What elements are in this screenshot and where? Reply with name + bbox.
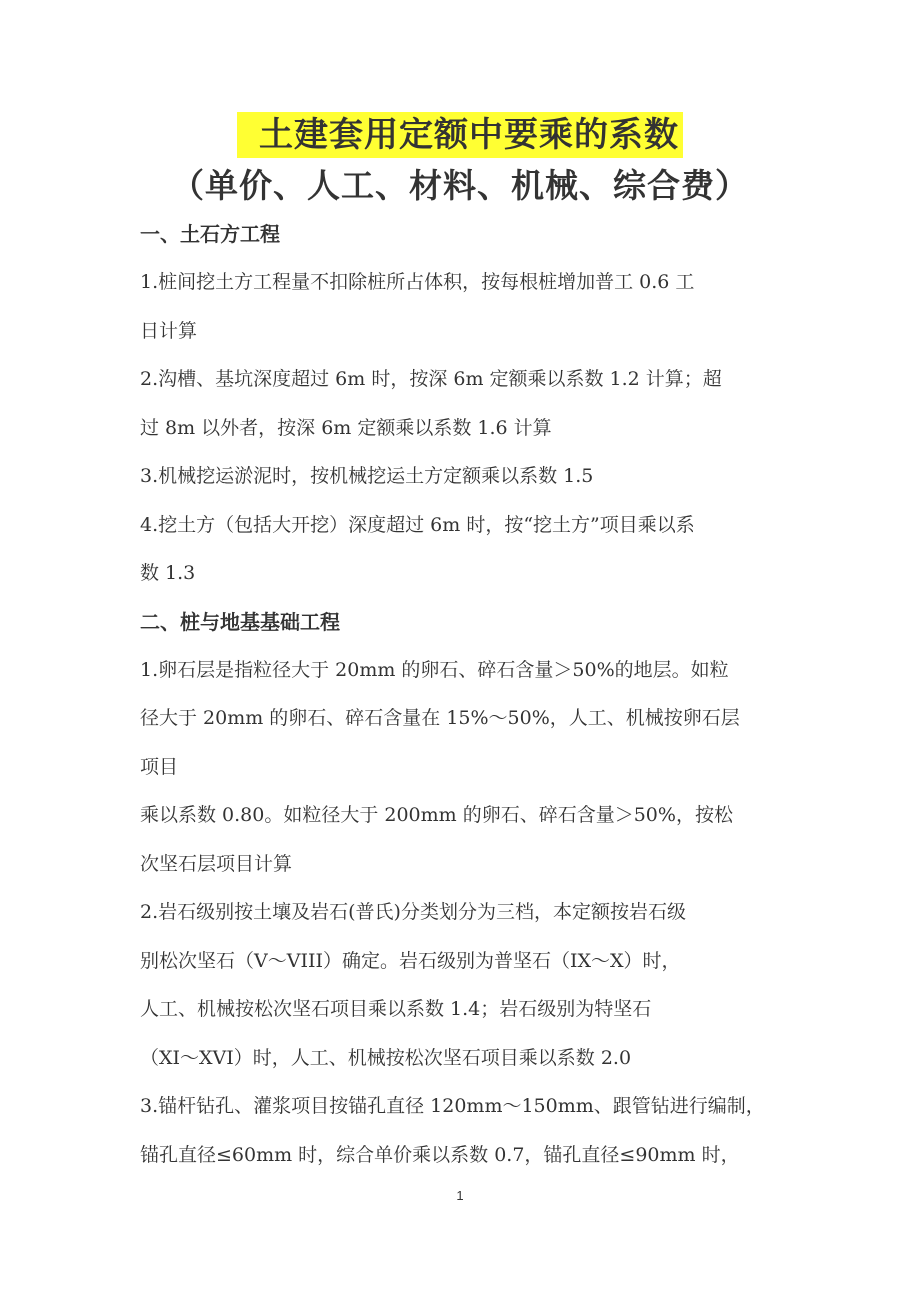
title-block (0, 112, 920, 158)
document-subtitle: （单价、人工、材料、机械、综合费） (171, 166, 749, 205)
paragraph-line: 锚孔直径≤60mm 时，综合单价乘以系数 0.7，锚孔直径≤90mm 时， (140, 1143, 740, 1166)
paragraph-line: 数 1.3 (140, 562, 196, 584)
page-number: 1 (456, 1188, 464, 1203)
paragraph-line: 项目 (140, 755, 179, 778)
paragraph-line: 4.挖土方（包括大开挖）深度超过 6m 时，按“挖土方”项目乘以系 (140, 513, 695, 536)
document-body (140, 210, 800, 1179)
paragraph-line: 乘以系数 0.80。如粒径大于 200mm 的卵石、碎石含量＞50%，按松 (140, 804, 733, 826)
paragraph-line: 别松次坚石（V～VIII）确定。岩石级别为普坚石（IX～X）时， (140, 949, 681, 972)
paragraph-line: （XI～XVI）时，人工、机械按松次坚石项目乘以系数 2.0 (140, 1046, 632, 1069)
paragraph-line: 3.机械挖运淤泥时，按机械挖运土方定额乘以系数 1.5 (140, 465, 594, 487)
paragraph-line: 过 8m 以外者，按深 6m 定额乘以系数 1.6 计算 (140, 416, 552, 439)
paragraph-line: 次坚石层项目计算 (140, 852, 293, 875)
paragraph-line: 1.桩间挖土方工程量不扣除桩所占体积，按每根桩增加普工 0.6 工 (140, 271, 695, 293)
paragraph-line: 3.锚杆钻孔、灌浆项目按锚孔直径 120mm～150mm、跟管钻进行编制， (140, 1095, 765, 1117)
paragraph-line: 径大于 20mm 的卵石、碎石含量在 15%～50%，人工、机械按卵石层 (140, 707, 740, 729)
paragraph-line: 2.沟槽、基坑深度超过 6m 时，按深 6m 定额乘以系数 1.2 计算；超 (140, 368, 722, 390)
section-pile-foundation (140, 598, 800, 1180)
paragraph-line: 日计算 (140, 319, 198, 342)
paragraph-line: 2.岩石级别按土壤及岩石(普氏)分类划分为三档，本定额按岩石级 (140, 901, 686, 923)
section-heading: 一、土石方工程 (140, 222, 280, 246)
paragraph-line: 人工、机械按松次坚石项目乘以系数 1.4；岩石级别为特坚石 (140, 998, 652, 1020)
document-title: 土建套用定额中要乘的系数 (237, 112, 683, 158)
section-heading: 二、桩与地基基础工程 (140, 609, 340, 634)
paragraph-line: 1.卵石层是指粒径大于 20mm 的卵石、碎石含量＞50%的地层。如粒 (140, 658, 729, 681)
section-earthwork (140, 210, 800, 598)
